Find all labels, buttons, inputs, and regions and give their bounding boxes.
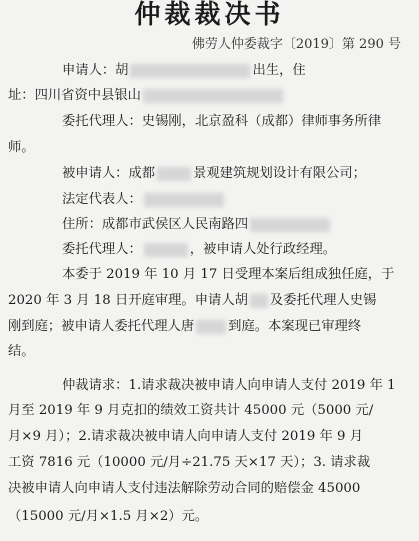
address-line (8, 87, 285, 105)
redaction (250, 294, 268, 308)
legal-rep-line (62, 191, 226, 209)
text-segment: 刚到庭；被申请人委托代理人唐 (8, 319, 195, 334)
text-segment: 及委托代理人史锡 (269, 293, 377, 308)
text-segment: 2020 年 3 月 18 日开庭审理。申请人胡 (8, 293, 248, 308)
procedure-line (8, 292, 376, 310)
document-number: 佛劳人仲委裁字〔2019〕第 290 号 (191, 37, 401, 52)
agent-line: 委托代理人：史锡刚，北京盈科（成都）律师事务所律 (62, 114, 382, 129)
text-segment: 到庭。本案现已审理终 (228, 319, 362, 334)
text-segment: 址：四川省资中县银山 (8, 88, 141, 103)
procedure-line: 结。 (8, 344, 35, 359)
procedure-line (8, 318, 361, 336)
claims-line: 决被申请人向申请人支付违法解除劳动合同的赔偿金 45000 (8, 481, 361, 496)
redaction (250, 218, 330, 232)
redaction (157, 167, 191, 181)
claims-line: 月×9 月）；2.请求裁决被申请人向申请人支付 2019 年 9 月 (8, 429, 364, 444)
text-segment: ，被申请人处行政经理。 (189, 242, 337, 257)
document-title: 仲裁裁决书 (134, 0, 285, 30)
procedure-line: 本委于 2019 年 10 月 17 日受理本案后组成独任庭，于 (62, 267, 395, 282)
claims-line: 工资 7816 元（10000 元/月÷21.75 天×17 天）；3. 请求裁 (8, 455, 371, 470)
redaction (144, 193, 224, 207)
text-segment: 出生，住 (252, 63, 306, 78)
respondent-line (62, 165, 366, 183)
text-segment: 申请人：胡 (62, 63, 129, 78)
applicant-line (62, 62, 306, 80)
agent-line-cont: 师。 (8, 140, 35, 155)
text-segment: 景观建筑规划设计有限公司； (193, 166, 366, 181)
text-segment: 被申请人：成都 (62, 166, 156, 181)
redaction (130, 64, 250, 78)
redaction (196, 320, 226, 334)
text-segment: 法定代表人： (62, 192, 142, 207)
text-segment: 住所：成都市武侯区人民南路四 (62, 217, 249, 232)
redaction (143, 89, 283, 103)
residence-line (62, 216, 332, 234)
claims-line: 仲裁请求：1.请求裁决被申请人向申请人支付 2019 年 1 (62, 378, 396, 393)
claims-line: 月至 2019 年 9 月克扣的绩效工资共计 45000 元（5000 元/ (8, 403, 374, 418)
respondent-agent-line (62, 241, 336, 259)
redaction (144, 243, 188, 257)
claims-line: （15000 元/月×1.5 月×2）元。 (8, 509, 209, 524)
text-segment: 委托代理人： (62, 242, 142, 257)
